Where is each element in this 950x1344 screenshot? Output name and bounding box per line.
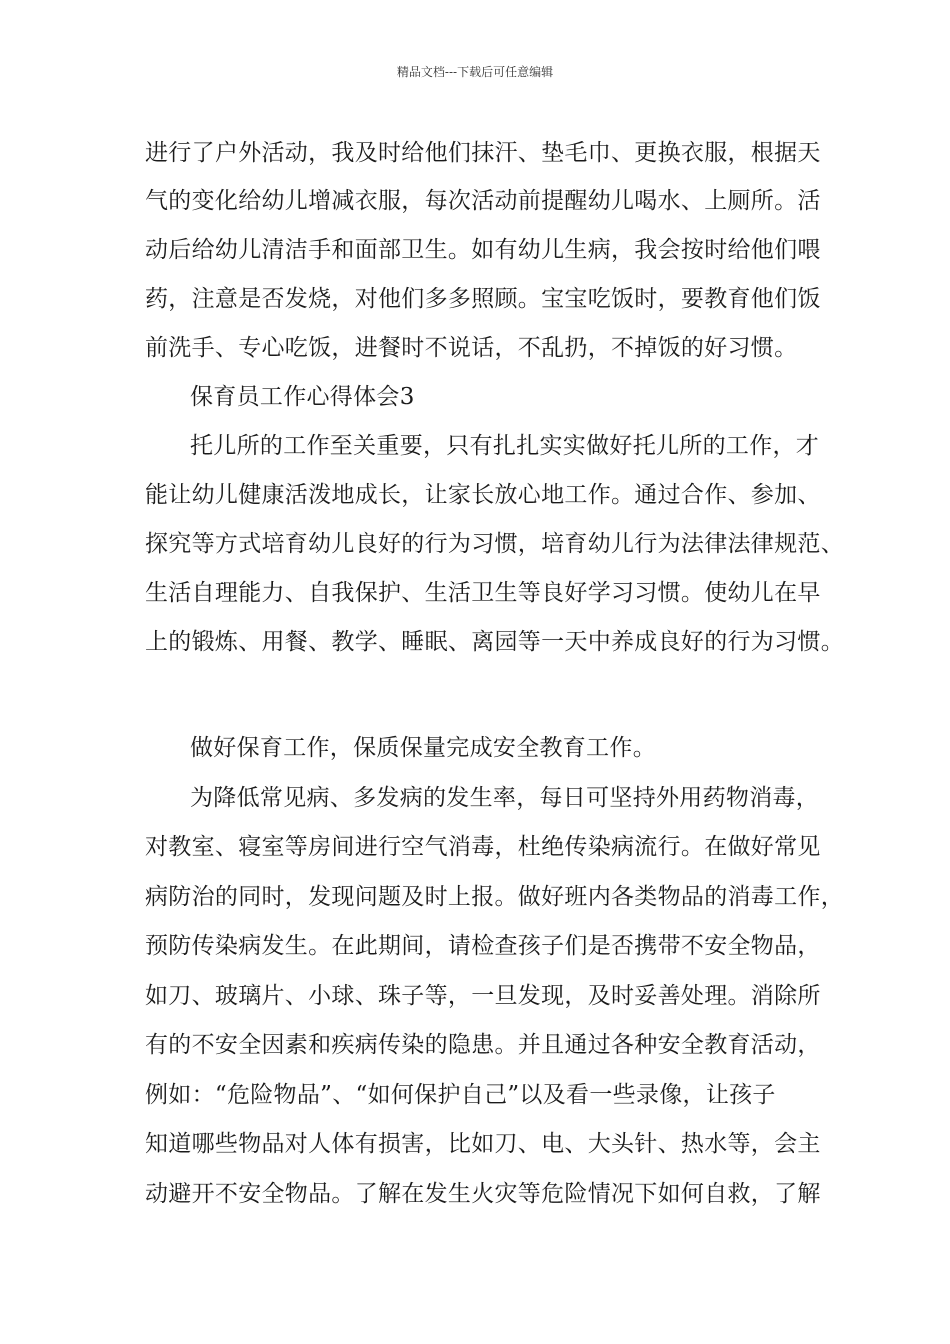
- body-line: 上的锻炼、用餐、教学、睡眠、离园等一天中养成良好的行为习惯。: [145, 629, 844, 655]
- page-header: 精品文档---下载后可任意编辑: [396, 65, 554, 79]
- body-line: 气的变化给幼儿增减衣服，每次活动前提醒幼儿喝水、上厕所。活: [145, 188, 821, 214]
- body-line: 例如：“危险物品”、“如何保护自己”以及看一些录像，让孩子: [145, 1082, 776, 1108]
- body-line: 前洗手、专心吃饭，进餐时不说话，不乱扔，不掉饭的好习惯。: [145, 335, 798, 361]
- body-line: 知道哪些物品对人体有损害，比如刀、电、大头针、热水等，会主: [145, 1131, 821, 1157]
- body-line: 进行了户外活动，我及时给他们抹汗、垫毛巾、更换衣服，根据天: [145, 140, 821, 166]
- body-line: 对教室、寝室等房间进行空气消毒，杜绝传染病流行。在做好常见: [145, 834, 821, 860]
- body-line: 托儿所的工作至关重要，只有扎扎实实做好托儿所的工作，才: [190, 433, 820, 459]
- body-line: 有的不安全因素和疾病传染的隐患。并且通过各种安全教育活动，: [145, 1032, 821, 1058]
- body-line: 生活自理能力、自我保护、生活卫生等良好学习习惯。使幼儿在早: [145, 580, 821, 606]
- body-line: 如刀、玻璃片、小球、珠子等，一旦发现，及时妥善处理。消除所: [145, 983, 821, 1009]
- body-line: 动避开不安全物品。了解在发生火灾等危险情况下如何自救，了解: [145, 1181, 821, 1207]
- body-line: 药，注意是否发烧，对他们多多照顾。宝宝吃饭时，要教育他们饭: [145, 286, 821, 312]
- body-line: 为降低常见病、多发病的发生率，每日可坚持外用药物消毒，: [190, 785, 820, 811]
- body-line: 预防传染病发生。在此期间，请检查孩子们是否携带不安全物品，: [145, 933, 821, 959]
- body-line: 病防治的同时，发现问题及时上报。做好班内各类物品的消毒工作，: [145, 884, 844, 910]
- body-line: 探究等方式培育幼儿良好的行为习惯，培育幼儿行为法律法律规范、: [145, 531, 844, 557]
- body-line: 动后给幼儿清洁手和面部卫生。如有幼儿生病，我会按时给他们喂: [145, 237, 821, 263]
- body-line: 做好保育工作，保质保量完成安全教育工作。: [190, 735, 656, 761]
- body-line: 能让幼儿健康活泼地成长，让家长放心地工作。通过合作、参加、: [145, 482, 821, 508]
- section-heading: 保育员工作心得体会3: [190, 384, 415, 410]
